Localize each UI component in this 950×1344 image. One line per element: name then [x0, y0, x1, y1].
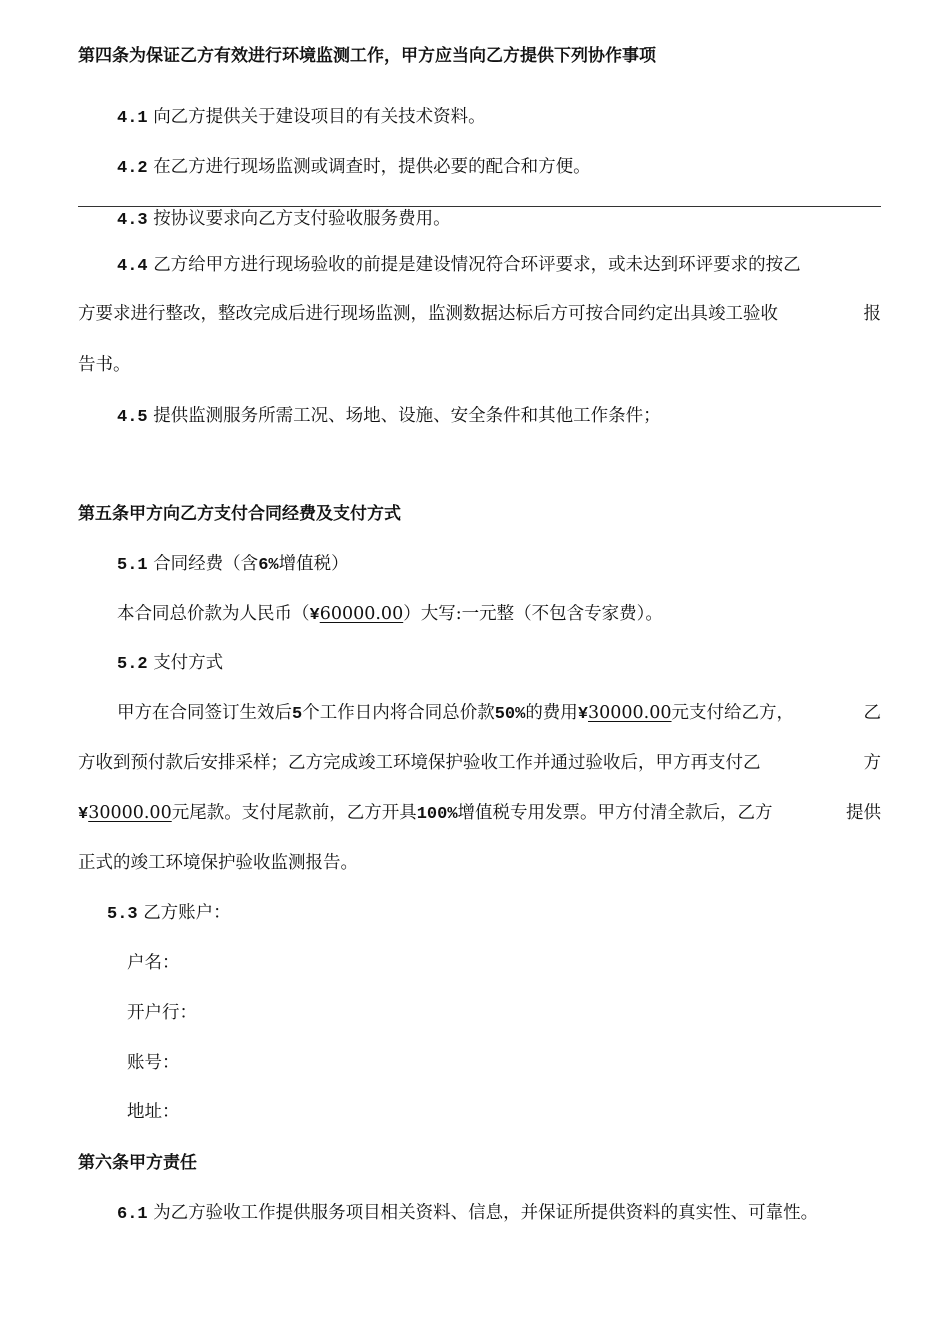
- yen-sign: ¥: [78, 805, 89, 824]
- payment-text: 方: [863, 753, 881, 773]
- payment-line-1: [117, 702, 881, 726]
- clause-5-3: [107, 902, 231, 926]
- clause-number: 5.1: [117, 556, 148, 575]
- clause-number: 5.2: [117, 655, 148, 674]
- account-number-label: 账号：: [127, 1053, 180, 1073]
- yen-sign: ¥: [309, 606, 320, 625]
- address-label: 地址：: [127, 1102, 180, 1122]
- clause-number: 6.1: [117, 1205, 148, 1224]
- clause-4-5: [117, 405, 661, 429]
- clause-text: 向乙方提供关于建设项目的有关技术资料。: [153, 107, 486, 127]
- advance-percent: 50%: [494, 705, 526, 724]
- clause-number: 4.3: [117, 211, 148, 230]
- account-name-label: 户名：: [127, 953, 180, 973]
- clause-6-1: [117, 1202, 818, 1226]
- balance-amount: 30000.00: [88, 803, 172, 823]
- payment-line-3: [78, 802, 881, 826]
- clause-text: 按协议要求向乙方支付验收服务费用。: [153, 209, 451, 229]
- clause-text: 为乙方验收工作提供服务项目相关资料、信息，并保证所提供资料的真实性、可靠性。: [153, 1203, 819, 1223]
- clause-text: 支付方式: [153, 653, 224, 673]
- payment-text: 方收到预付款后安排采样；乙方完成竣工环境保护验收工作并通过验收后，甲方再支付乙: [78, 753, 761, 773]
- article-4-heading: 第四条为保证乙方有效进行环境监测工作，甲方应当向乙方提供下列协作事项: [78, 46, 656, 66]
- total-amount: 60000.00: [319, 604, 404, 624]
- clause-number: 4.2: [117, 159, 148, 178]
- vat-rate: 6%: [258, 556, 279, 575]
- clause-4-4-line-3: 告书。: [78, 355, 131, 375]
- payment-text: 的费用: [525, 703, 578, 723]
- clause-text: 乙方账户：: [143, 903, 231, 923]
- payment-text: 提供: [846, 803, 881, 823]
- article-6-heading: 第六条甲方责任: [78, 1153, 197, 1173]
- clause-number: 4.4: [117, 257, 148, 276]
- yen-sign: ¥: [577, 705, 589, 724]
- clause-4-4-line-2: [78, 303, 881, 325]
- payment-text: 元尾款。支付尾款前，乙方开具: [171, 803, 417, 823]
- total-text: 本合同总价款为人民币（: [117, 604, 310, 624]
- payment-line-4: 正式的竣工环境保护验收监测报告。: [78, 853, 358, 873]
- clause-4-2: [117, 156, 591, 180]
- clause-text: 报: [863, 304, 881, 324]
- clause-number: 4.1: [117, 109, 148, 128]
- clause-text: 方要求进行整改，整改完成后进行现场监测，监测数据达标后方可按合同约定出具竣工验收: [78, 304, 778, 324]
- clause-text: 提供监测服务所需工况、场地、设施、安全条件和其他工作条件；: [153, 406, 661, 426]
- clause-4-3: [117, 208, 451, 232]
- payment-line-2: [78, 752, 881, 774]
- payment-text: 元支付给乙方，: [671, 703, 795, 723]
- clause-text: 在乙方进行现场监测或调查时，提供必要的配合和方便。: [153, 157, 591, 177]
- payment-text: 乙: [863, 703, 881, 723]
- article-5-heading: 第五条甲方向乙方支付合同经费及支付方式: [78, 504, 401, 524]
- bank-label: 开户行：: [127, 1003, 197, 1023]
- clause-5-1: [117, 553, 349, 577]
- working-days: 5: [292, 705, 303, 724]
- clause-text: 增值税）: [278, 554, 349, 574]
- contract-total-line: [117, 603, 663, 627]
- payment-text: 甲方在合同签订生效后: [117, 703, 292, 723]
- clause-text: 合同经费（含: [153, 554, 259, 574]
- horizontal-rule: [78, 206, 881, 207]
- payment-text: 增值税专用发票。甲方付清全款后，乙方: [457, 803, 773, 823]
- clause-text: 乙方给甲方进行现场验收的前提是建设情况符合环评要求，或未达到环评要求的按乙: [153, 255, 801, 275]
- clause-4-4-line-1: [117, 254, 801, 278]
- invoice-percent: 100%: [416, 805, 458, 824]
- payment-text: 个工作日内将合同总价款: [302, 703, 495, 723]
- clause-number: 5.3: [107, 905, 138, 924]
- advance-amount: 30000.00: [588, 703, 672, 723]
- clause-4-1: [117, 106, 486, 130]
- clause-5-2: [117, 652, 223, 676]
- total-text: ）大写:一元整（不包含专家费）。: [403, 604, 663, 624]
- clause-number: 4.5: [117, 408, 148, 427]
